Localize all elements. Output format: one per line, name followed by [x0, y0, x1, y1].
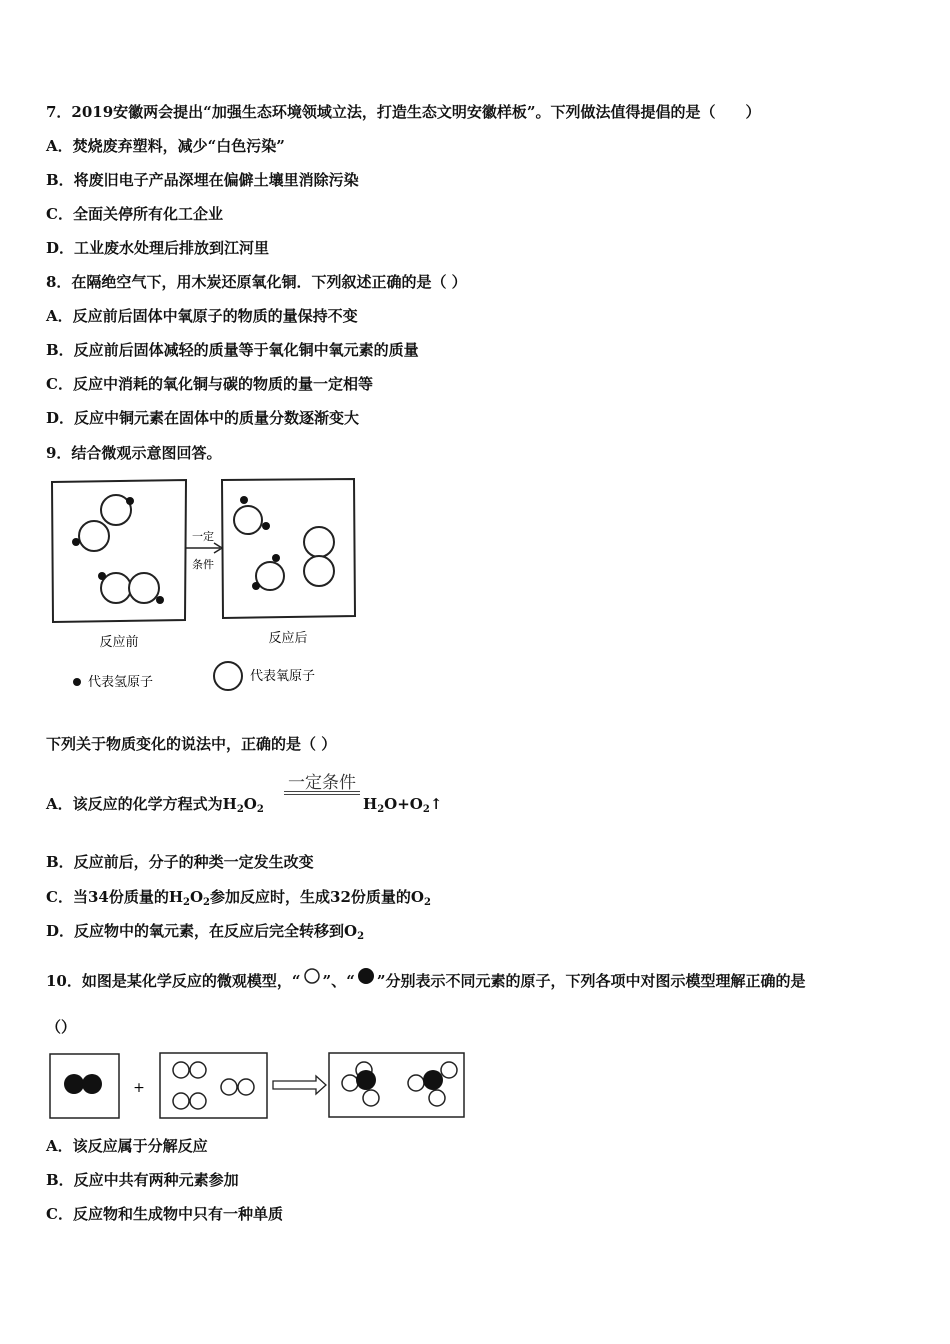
open-molecule [173, 1093, 206, 1109]
q9-micro-diagram [44, 476, 364, 696]
product-molecule [408, 1062, 457, 1106]
open-molecule [173, 1062, 206, 1078]
arrow-label-bottom: 条件 [192, 558, 214, 571]
q9-option-d: D．反应物中的氧元素，在反应后完全转移到$O_2$ [46, 922, 365, 942]
plus-sign: + [133, 1080, 145, 1096]
water-molecule [234, 496, 270, 534]
hydrogen-atom-legend-icon [73, 678, 81, 686]
q10-option-b: B．反应中共有两种元素参加 [46, 1171, 239, 1189]
q8-option-a: A．反应前后固体中氧原子的物质的量保持不变 [46, 307, 358, 325]
product-formula: $H_2O+O_2↑$ [363, 795, 443, 815]
oxygen-molecule [304, 527, 334, 586]
q9-option-b: B．反应前后，分子的种类一定发生改变 [46, 853, 314, 871]
reaction-arrow [273, 1076, 326, 1094]
q9-stem: 9．结合微观示意图回答。 [46, 444, 222, 462]
q10-reaction-model [48, 1050, 478, 1122]
open-circle-atom-icon [301, 968, 323, 988]
after-label: 反应后 [268, 631, 308, 646]
q7-stem: 7．2019安徽两会提出“加强生态环境领域立法，打造生态文明安徽样板”。下列做法值得提倡的是（ ） [46, 103, 761, 121]
h2o2-molecule [98, 572, 164, 604]
q10-stem-line2: （） [46, 1018, 77, 1036]
q8-option-c: C．反应中消耗的氧化铜与碳的物质的量一定相等 [46, 375, 373, 393]
oxygen-atom-legend-icon [214, 662, 242, 690]
reactant-formula: $H_2O_2$ [222, 795, 264, 815]
q8-option-b: B．反应前后固体减轻的质量等于氧化铜中氧元素的质量 [46, 341, 419, 359]
q8-stem: 8．在隔绝空气下，用木炭还原氧化铜．下列叙述正确的是（ ） [46, 273, 467, 291]
open-molecule [221, 1079, 254, 1095]
legend-circle-label: 代表氧原子 [250, 669, 316, 684]
q8-option-d: D．反应中铜元素在固体中的质量分数逐渐变大 [46, 409, 360, 427]
equals-line-top [284, 791, 360, 792]
q9-option-a: A．该反应的化学方程式为$H_2O_2$ [46, 795, 264, 815]
q9-sub-stem: 下列关于物质变化的说法中，正确的是（ ） [46, 735, 337, 753]
q10-stem: 10．如图是某化学反应的微观模型，“ ”、“ ”分别表示不同元素的原子，下列各项中对图示模型理解正确的是 [46, 968, 805, 991]
q10-option-a: A．该反应属于分解反应 [46, 1137, 208, 1155]
filled-molecule [64, 1074, 102, 1094]
water-molecule [252, 554, 284, 590]
h2o2-molecule [72, 495, 134, 551]
q10-option-c: C．反应物和生成物中只有一种单质 [46, 1205, 283, 1223]
reaction-condition: 一定条件 [288, 773, 356, 793]
q7-option-b: B．将废旧电子产品深埋在偏僻土壤里消除污染 [46, 171, 359, 189]
legend-dot-label: 代表氢原子 [88, 675, 154, 690]
equals-line-bottom [284, 794, 360, 795]
q7-option-d: D．工业废水处理后排放到江河里 [46, 239, 270, 257]
filled-circle-atom-icon [355, 968, 377, 988]
product-molecule [342, 1062, 379, 1106]
q7-option-a: A．焚烧废弃塑料，减少“白色污染” [46, 137, 285, 155]
q9-option-c: C．当34份质量的$H_2O_2$参加反应时，生成32份质量的$O_2$ [46, 888, 431, 908]
q7-option-c: C．全面关停所有化工企业 [46, 205, 223, 223]
arrow-label-top: 一定 [192, 530, 214, 543]
before-label: 反应前 [99, 635, 139, 650]
